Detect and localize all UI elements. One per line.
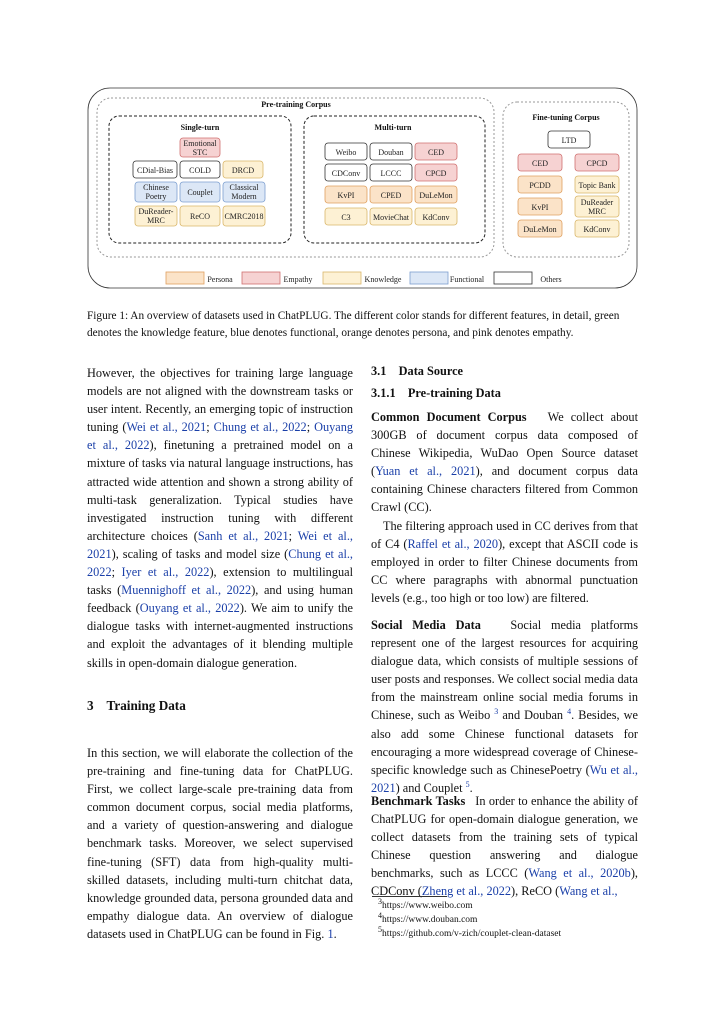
box-cpcd-ft [575, 154, 619, 171]
box-couplet [180, 182, 220, 202]
drcd-label: DRCD [231, 166, 255, 175]
chinese-poetry-line1: Chinese [143, 183, 169, 192]
box-ced-mt [415, 143, 457, 160]
kdconv-ft-label: KdConv [583, 225, 611, 234]
box-kvpi-mt [325, 186, 367, 203]
finetuning-title: Fine-tuning Corpus [532, 113, 600, 122]
box-ltd [548, 131, 590, 148]
douban-label: Douban [378, 148, 404, 157]
citation[interactable]: Ouyang et al., 2022 [87, 420, 354, 453]
reco-label: ReCO [190, 212, 210, 221]
box-weibo [325, 143, 367, 160]
footnote-ref[interactable]: 4 [567, 707, 572, 717]
box-dureader-ft [575, 196, 619, 217]
citation[interactable]: Ouyang et al., 2022 [139, 601, 240, 616]
cpcd-mt-label: CPCD [425, 169, 447, 178]
emotional-stc-line2: STC [192, 148, 208, 157]
cpcd-ft-label: CPCD [586, 159, 608, 168]
duleman-ft-label: DuLeMon [523, 225, 557, 234]
citation[interactable]: Zheng et al., 2022 [421, 884, 512, 899]
footnote-rule [372, 896, 447, 897]
citation[interactable]: Wang et al., [559, 884, 618, 899]
box-duleman-mt [415, 186, 457, 203]
box-kvpi-ft [518, 198, 562, 215]
box-emotional-stc [180, 138, 220, 157]
box-pcdd [518, 176, 562, 193]
box-chinese-poetry [135, 182, 177, 202]
box-cped [370, 186, 412, 203]
subsection-3-1-1-heading: 3.1.1 Pre-training Data [371, 386, 501, 400]
kvpi-mt-label: KvPI [337, 191, 355, 200]
emotional-stc-line1: Emotional [183, 139, 217, 148]
pretraining-title: Pre-training Corpus [261, 100, 331, 109]
legend-others-swatch [494, 272, 532, 284]
weibo-label: Weibo [335, 148, 357, 157]
figure-ref[interactable]: 1 [327, 926, 334, 941]
citation[interactable]: Iyer et al., 2022 [121, 565, 210, 580]
citation[interactable]: Raffel et al., 2020 [407, 536, 499, 551]
citation[interactable]: Muennighoff et al., 2022 [121, 583, 252, 598]
box-dureader-mrc [135, 206, 177, 226]
duleman-mt-label: DuLeMon [419, 191, 453, 200]
legend-persona-swatch [166, 272, 204, 284]
legend-functional-swatch [410, 272, 448, 284]
dureader-mrc-line1: DuReader- [138, 207, 174, 216]
legend-knowledge-swatch [323, 272, 361, 284]
footnote-3: $^3$https://www.weibo.com [378, 896, 473, 911]
footnote-ref[interactable]: 3 [494, 707, 499, 717]
lccc-label: LCCC [380, 169, 402, 178]
ltd-label: LTD [561, 136, 577, 145]
citation[interactable]: Wei et al., 2021 [126, 420, 207, 435]
box-lccc [370, 164, 412, 181]
citation[interactable]: Wang et al., 2020b [528, 866, 631, 881]
footnote-ref[interactable]: 5 [465, 779, 470, 789]
classical-modern-line2: Modern [231, 192, 257, 201]
right-paragraph-benchmark: Benchmark Tasks In order to enhance the ability of ChatPLUG for open-domain dialogue generation, we collect datasets from the training sets of typical Chinese question answering and dialogue benchmarks, such as LCCC (Wang et al., 2020b), CDConv (Zheng et al., 2022), ReCO (Wang et al., [371, 794, 642, 899]
citation[interactable]: Chung et al., 2022 [213, 420, 307, 435]
chinese-poetry-line2: Poetry [145, 192, 167, 201]
dataset-overview-figure [0, 0, 724, 300]
topic-bank-label: Topic Bank [578, 181, 616, 190]
section-3-heading: 3 Training Data [87, 698, 186, 713]
ced-ft-label: CED [532, 159, 548, 168]
cped-label: CPED [380, 191, 402, 200]
dureader-ft-line1: DuReader [580, 198, 614, 207]
legend-functional-label: Functional [449, 275, 485, 284]
legend-knowledge-label: Knowledge [364, 275, 402, 284]
citation[interactable]: Wu et al., 2021 [371, 762, 639, 795]
right-paragraph-social-media: Social Media Data Social media platforms represent one of the largest resources for acquiring dialogue data, which consists of multiple sessions of user posts and responses. We collect social media data from the mainstream online social media forums in Chinese, such as Weibo $^3$ and Douban $^4$. Besides, we also add some Chinese functional datasets for encouraging a more widespread coverage of Chinese-specific knowledge such as ChinesePoetry (Wu et al., 2021) and Couplet $^5$. [371, 618, 642, 795]
box-classical-modern [223, 182, 265, 202]
cmrc2018-label: CMRC2018 [224, 212, 264, 221]
box-cold [180, 161, 220, 178]
citation[interactable]: Yuan et al., 2021 [375, 464, 476, 479]
box-douban [370, 143, 412, 160]
legend-others-label: Others [540, 275, 562, 284]
box-topic-bank [575, 176, 619, 193]
box-cpcd-mt [415, 164, 457, 181]
box-moviechat [370, 208, 412, 225]
left-paragraph-2: In this section, we will elaborate the collection of the pre-training and fine-tuning data for ChatPLUG. First, we collect large-scale pre-training data from common document corpus, social media platforms, and a variety of question-answering and dialogue benchmark tasks. Moreover, we select supervised fine-tuning (SFT) data from high-quality multi-skilled datasets, including multi-turn chitchat data, knowledge grounded data, persona grounded data and empathy dialogue data. An overview of dialogue datasets used in ChatPLUG can be found in Fig. 1. [87, 746, 353, 941]
box-duleman-ft [518, 220, 562, 237]
kvpi-ft-label: KvPI [531, 203, 549, 212]
citation[interactable]: Chung et al., 2022 [87, 546, 354, 580]
footnote-4: $^4$https://www.douban.com [378, 910, 478, 925]
cold-label: COLD [189, 166, 211, 175]
couplet-label: Couplet [187, 188, 213, 197]
figure-caption: Figure 1: An overview of datasets used in ChatPLUG. The different color stands for different features, in detail, green denotes the knowledge feature, blue denotes functional, orange denotes persona, and pink denotes empathy. [87, 310, 620, 339]
box-reco [180, 206, 220, 226]
cdconv-label: CDConv [331, 169, 361, 178]
box-cdial-bias [133, 161, 177, 178]
c3-label: C3 [341, 213, 351, 222]
legend-empathy-swatch [242, 272, 280, 284]
box-ced-ft [518, 154, 562, 171]
multi-turn-title: Multi-turn [374, 123, 412, 132]
dureader-mrc-line2: MRC [147, 216, 165, 225]
legend-persona-label: Persona [207, 275, 233, 284]
dureader-ft-line2: MRC [588, 207, 606, 216]
box-drcd [223, 161, 263, 178]
pcdd-label: PCDD [529, 181, 551, 190]
footnote-5: $^5$https://github.com/v-zich/couplet-clean-dataset [378, 924, 562, 939]
right-paragraph-common-document: Common Document Corpus We collect about 300GB of document corpus data composed of Chinese Wikipedia, WuDao Open Source dataset (Yuan et al., 2021), and document corpus data containing Chinese characters filtered from Common Crawl (CC). The filtering approach used in CC derives from that of C4 (Raffel et al., 2020), except that ASCII code is employed in order to filter Chinese documents from CC where paragraphs with abnormal punctuation levels (e.g., too high or too low) are filtered. [371, 410, 642, 605]
classical-modern-line1: Classical [229, 183, 259, 192]
box-cmrc2018 [223, 206, 265, 226]
moviechat-label: MovieChat [373, 213, 409, 222]
ced-mt-label: CED [428, 148, 444, 157]
left-paragraph-1: However, the objectives for training large language models are not aligned with the downstream tasks or user intent. Recently, an emerging topic of instruction tuning (Wei et al., 2021; Chung et al., 2022; Ouyang et al., 2022), finetuning a pretrained model on a mixture of tasks via natural language instructions, has attracted wide attention and shown a strong ability of multi-task generalization. Typical studies have investigated instruction tuning with different architecture choices (Sanh et al., 2021; Wei et al., 2021), scaling of tasks and model size (Chung et al., 2022; Iyer et al., 2022), extension to multilingual tasks (Muennighoff et al., 2022), and using human feedback (Ouyang et al., 2022). We aim to unify the dialogue tasks with internet-augmented instructions and exploit the advantages of it blending multiple skills in open-domain dialogue generation. [87, 366, 354, 670]
kdconv-mt-label: KdConv [422, 213, 450, 222]
subsection-3-1-heading: 3.1 Data Source [371, 364, 463, 378]
box-kdconv-mt [415, 208, 457, 225]
legend-empathy-label: Empathy [283, 275, 313, 284]
box-c3 [325, 208, 367, 225]
citation[interactable]: Sanh et al., 2021 [197, 528, 289, 543]
box-kdconv-ft [575, 220, 619, 237]
cdial-bias-label: CDial-Bias [137, 166, 173, 175]
box-cdconv [325, 164, 367, 181]
citation[interactable]: Wei et al., 2021 [87, 528, 353, 561]
single-turn-title: Single-turn [180, 123, 220, 132]
